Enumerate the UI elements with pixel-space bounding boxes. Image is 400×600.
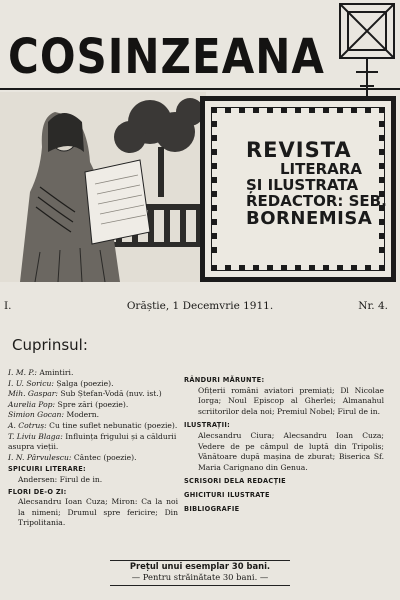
tagline-line-3: ȘI ILUSTRATA [246, 176, 359, 194]
contents-entry [8, 389, 178, 400]
contents-entry [8, 379, 178, 390]
contents-section-text: Ofițerii români aviatori premiați; Dl Nicolae Iorga; Noul Episcop al Gherlei; Almanahul scriitorilor dela noi; Premiul Nobel; Firul de in. [198, 385, 384, 416]
entry-author: A. Cotruș: [8, 420, 47, 430]
entry-title: Cântec (poezie). [73, 452, 137, 462]
magazine-tagline [246, 140, 396, 228]
contents-entry [8, 368, 178, 379]
tagline-line-5: BORNEMISA [246, 208, 373, 229]
contents-entry [8, 432, 178, 453]
contents-section-heading: SCRISORI DELA REDACȚIE [184, 477, 286, 486]
price-box [110, 560, 290, 586]
contents-section-heading: RÂNDURI MĂRUNTE: [184, 376, 265, 384]
entry-title: Spre zări (poezie). [57, 399, 129, 409]
volume-number: I. [4, 300, 12, 312]
corner-ornament [338, 2, 396, 100]
contents-section-heading: ILUSTRAȚII: [184, 421, 231, 430]
tagline-line-1: REVISTA [246, 138, 352, 162]
contents-section-heading: FLORI DE-O ZI: [8, 487, 67, 496]
contents-section-heading: GHICITURI ILUSTRATE [184, 490, 270, 499]
price-main: Prețul unui esemplar 30 bani. [129, 561, 271, 571]
contents-entry [8, 400, 178, 411]
contents-section-text: Alecsandru Ciura; Alecsandru Ioan Cuza; Vedere de pe câmpul de luptă din Tripolis; Vânătoare după mașina de zburat; Biserica Sf. Maria Carignano din Genua. [198, 430, 384, 472]
contents-heading: Cuprinsul: [12, 336, 88, 354]
reading-woman-illustration [0, 92, 206, 282]
entry-author: Mih. Gaspar: [8, 389, 58, 399]
entry-title: Șalga (poezie). [56, 378, 114, 388]
issue-number: Nr. 4. [358, 300, 388, 312]
masthead-title: COSINZEANA [8, 28, 325, 85]
contents-section-heading: BIBLIOGRAFIE [184, 504, 240, 513]
contents-left-column [8, 368, 178, 529]
contents-right-column [184, 372, 384, 514]
entry-title: Modern. [66, 410, 100, 420]
entry-author: I. U. Soricu: [8, 378, 54, 388]
contents-section-heading: SPICUIRI LITERARE: [8, 465, 86, 474]
issue-dateline [0, 300, 400, 318]
entry-title: Amintiri. [39, 368, 74, 377]
tagline-line-4: REDACTOR: SEB. [246, 192, 387, 210]
contents-section-text: Alecsandru Ioan Cuza; Miron: Ca la noi la nimeni; Drumul spre fericire; Din Tripolitania. [18, 497, 178, 528]
entry-title: Influința frigului și a căldurii asupra vieții. [8, 431, 177, 452]
entry-author: I. M. P.: [8, 368, 37, 377]
entry-author: I. N. Pârvulescu: [8, 452, 72, 462]
tagline-line-2: LITERARA [280, 160, 362, 178]
entry-author: Aurelia Pop: [8, 399, 56, 409]
price-foreign: — Pentru străinătate 30 bani. — [131, 572, 269, 582]
contents-entry [8, 453, 178, 464]
entry-title: Sub Ștefan-Vodă (nuv. ist.) [60, 389, 162, 399]
contents-entry [8, 421, 178, 432]
entry-author: Simion Gocan: [8, 410, 65, 420]
entry-title: Cu tine suflet nebunatic (poezie). [49, 420, 178, 430]
entry-author: T. Liviu Blaga: [8, 431, 63, 441]
contents-section-text: Andersen: Firul de in. [18, 474, 103, 484]
masthead-rule [0, 88, 400, 90]
contents-entry [8, 410, 178, 421]
issue-date: Orăștie, 1 Decemvrie 1911. [126, 300, 274, 312]
